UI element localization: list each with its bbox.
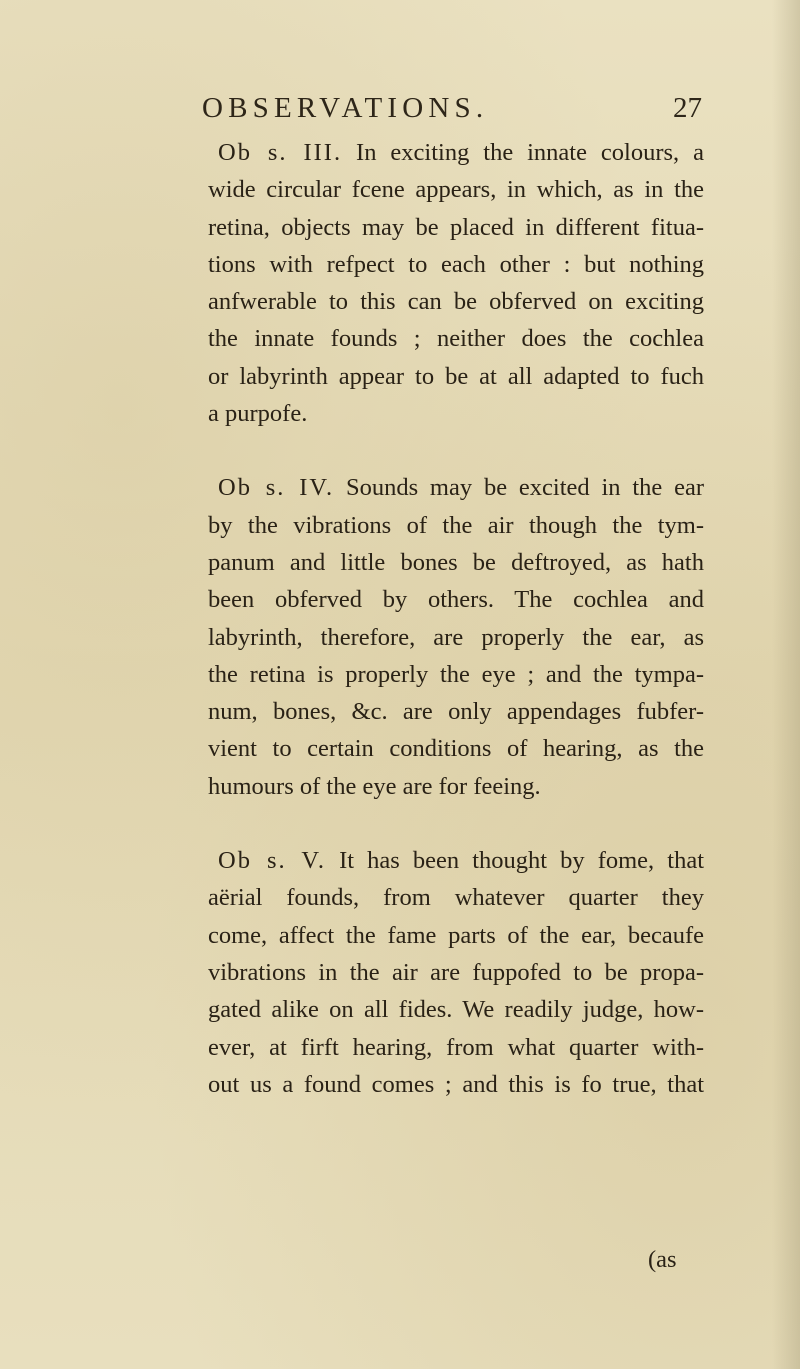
text-line: panum and little bones be deftroyed, as hath <box>208 548 704 576</box>
text-line: Ob s. III. In exciting the innate colours, a <box>218 139 704 166</box>
text-line: Ob s. V. It has been thought by fome, that <box>218 847 704 875</box>
text-line: gated alike on all fides. We readily judge, how- <box>208 996 704 1024</box>
observation-5-paragraph <box>208 842 704 1103</box>
running-head <box>202 92 702 132</box>
text-line: out us a found comes ; and this is fo true, that <box>208 1070 704 1098</box>
text-line: a purpofe. <box>208 400 308 428</box>
observation-3-paragraph <box>208 134 704 432</box>
text-line: come, affect the fame parts of the ear, becaufe <box>208 921 704 949</box>
text-line: tions with refpect to each other : but nothing <box>208 250 704 278</box>
text-line: vient to certain conditions of hearing, as the <box>208 735 704 763</box>
text-line: num, bones, &c. are only appendages fubfer- <box>208 698 704 726</box>
text-line: the retina is properly the eye ; and the tympa- <box>208 660 704 688</box>
observation-label: Ob s. III. <box>218 139 343 166</box>
text-line: wide circular fcene appears, in which, as in the <box>208 176 704 204</box>
text-line: ever, at firft hearing, from what quarter with- <box>208 1033 704 1061</box>
page-number: 27 <box>673 92 702 124</box>
text-line: or labyrinth appear to be at all adapted to fuch <box>208 362 704 390</box>
observation-4-paragraph <box>208 469 704 805</box>
observation-label: Ob s. V. <box>218 847 326 875</box>
paragraph-gap <box>208 432 704 469</box>
text-line: labyrinth, therefore, are properly the ear, as <box>208 623 704 651</box>
text-line: vibrations in the air are fuppofed to be propa- <box>208 958 704 986</box>
text-line: been obferved by others. The cochlea and <box>208 586 704 614</box>
text-line: Ob s. IV. Sounds may be excited in the ear <box>218 474 705 502</box>
running-head-title: OBSERVATIONS. <box>202 92 489 124</box>
text-line: the innate founds ; neither does the cochlea <box>208 325 704 353</box>
observation-label: Ob s. IV. <box>218 474 335 502</box>
paragraph-gap <box>208 805 704 842</box>
text-line: anfwerable to this can be obferved on exciting <box>208 288 704 316</box>
catchword: (as <box>648 1246 677 1273</box>
text-line: retina, objects may be placed in different fitua- <box>208 213 704 241</box>
text-line: aërial founds, from whatever quarter they <box>208 884 704 912</box>
text-line: humours of the eye are for feeing. <box>208 772 541 800</box>
text-line: by the vibrations of the air though the tym- <box>208 511 704 539</box>
body-text <box>208 134 704 1103</box>
page-edge-shadow <box>772 0 800 1369</box>
